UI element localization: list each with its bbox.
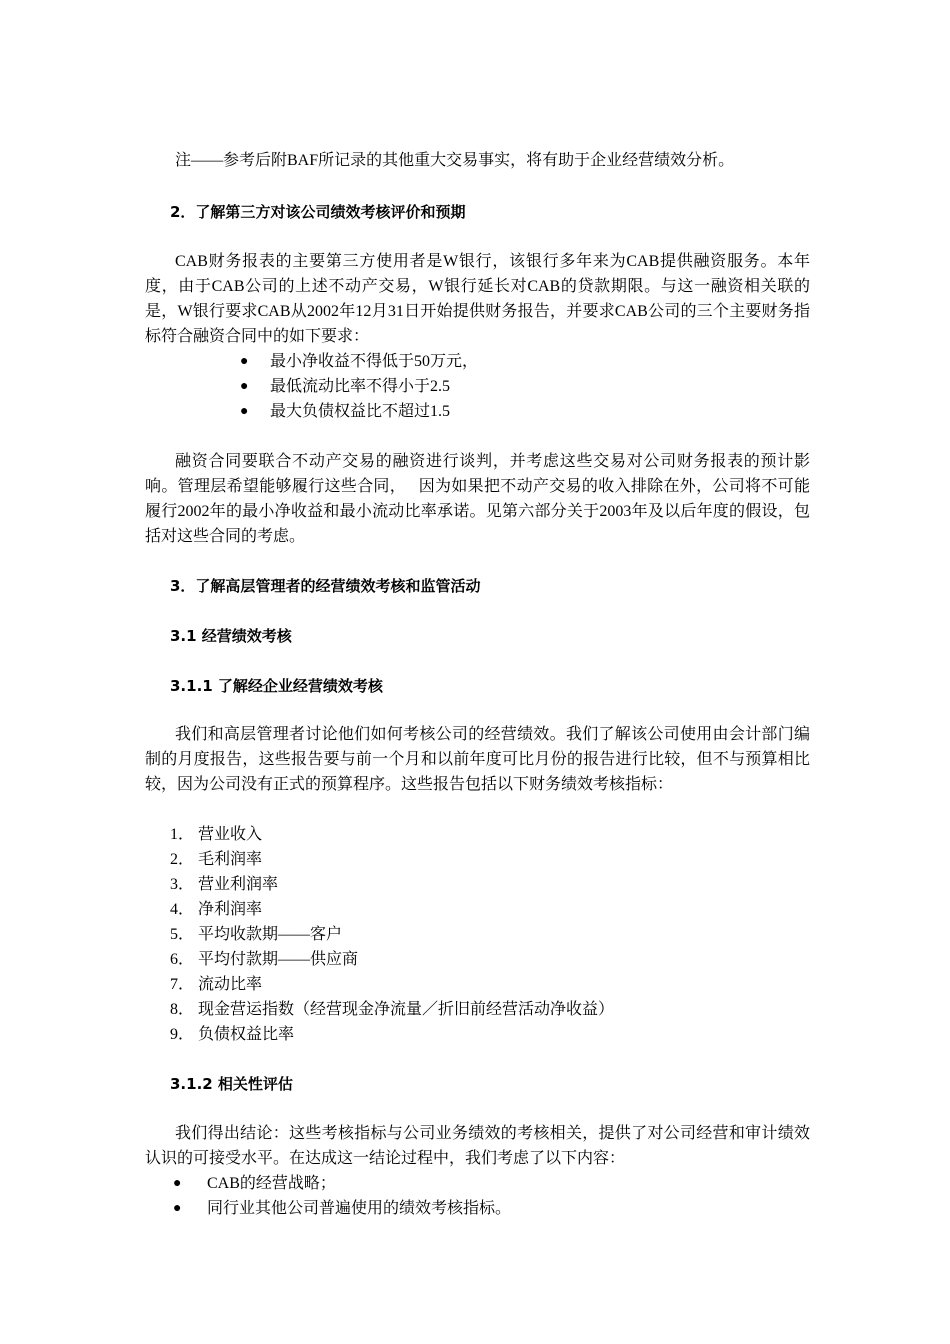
section-3-heading: 3．了解高层管理者的经营绩效考核和监管活动 xyxy=(170,577,481,595)
bullet-text: 最小净收益不得低于50万元， xyxy=(270,353,479,370)
list-item: 5． 平均收款期——客户 xyxy=(170,926,343,943)
list-item: 1． 营业收入 xyxy=(170,826,263,843)
note-paragraph: 注——参考后附BAF所记录的其他重大交易事实，将有助于企业经营绩效分析。 xyxy=(175,152,735,169)
section-3-1-2-paragraph: 我们得出结论：这些考核指标与公司业务绩效的考核相关，提供了对公司经营和审计绩效认识的可接受水平。在达成这一结论过程中，我们考虑了以下内容： xyxy=(145,1125,810,1167)
bullet-dot: ● xyxy=(240,379,249,394)
bullet-dot: ● xyxy=(240,354,249,369)
section-3-1-1-paragraph: 我们和高层管理者讨论他们如何考核公司的经营绩效。我们了解该公司使用由会计部门编制的月度报告，这些报告要与前一个月和以前年度可比月份的报告进行比较，但不与预算相比较，因为公司没有正式的预算程序。这些报告包括以下财务绩效考核指标： xyxy=(145,726,810,793)
section-3-1-1-heading: 3.1.1 了解经企业经营绩效考核 xyxy=(170,677,383,695)
bullet-text: 同行业其他公司普遍使用的绩效考核指标。 xyxy=(207,1200,512,1217)
section-3-1-2-heading: 3.1.2 相关性评估 xyxy=(170,1075,293,1093)
list-item: 3． 营业利润率 xyxy=(170,876,279,893)
section-3-1-heading: 3.1 经营绩效考核 xyxy=(170,627,292,645)
list-item: 8． 现金营运指数（经营现金净流量／折旧前经营活动净收益） xyxy=(170,1001,615,1018)
list-item: 7． 流动比率 xyxy=(170,976,263,993)
bullet-text: CAB的经营战略； xyxy=(207,1175,336,1192)
list-item: 2． 毛利润率 xyxy=(170,851,263,868)
bullet-dot: ● xyxy=(173,1201,182,1216)
section-2-paragraph-1: CAB财务报表的主要第三方使用者是W银行，该银行多年来为CAB提供融资服务。本年度，由于CAB公司的上述不动产交易，W银行延长对CAB的贷款期限。与这一融资相关联的是，W银行要求CAB从2002年12月31日开始提供财务报告，并要求CAB公司的三个主要财务指标符合融资合同中的如下要求： xyxy=(145,253,810,345)
list-item: 9． 负债权益比率 xyxy=(170,1026,295,1043)
bullet-dot: ● xyxy=(173,1176,182,1191)
list-item: 6． 平均付款期——供应商 xyxy=(170,951,359,968)
list-item: 4． 净利润率 xyxy=(170,901,263,918)
section-2-heading: 2．了解第三方对该公司绩效考核评价和预期 xyxy=(170,203,466,221)
bullet-text: 最大负债权益比不超过1.5 xyxy=(270,403,451,420)
bullet-dot: ● xyxy=(240,404,249,419)
section-2-paragraph-2: 融资合同要联合不动产交易的融资进行谈判，并考虑这些交易对公司财务报表的预计影响。管理层希望能够履行这些合同， 因为如果把不动产交易的收入排除在外，公司将不可能履行2002年的最小净收益和最小流动比率承诺。见第六部分关于2003年及以后年度的假设，包括对这些合同的考虑。 xyxy=(145,453,810,545)
bullet-text: 最低流动比率不得小于2.5 xyxy=(270,378,451,395)
